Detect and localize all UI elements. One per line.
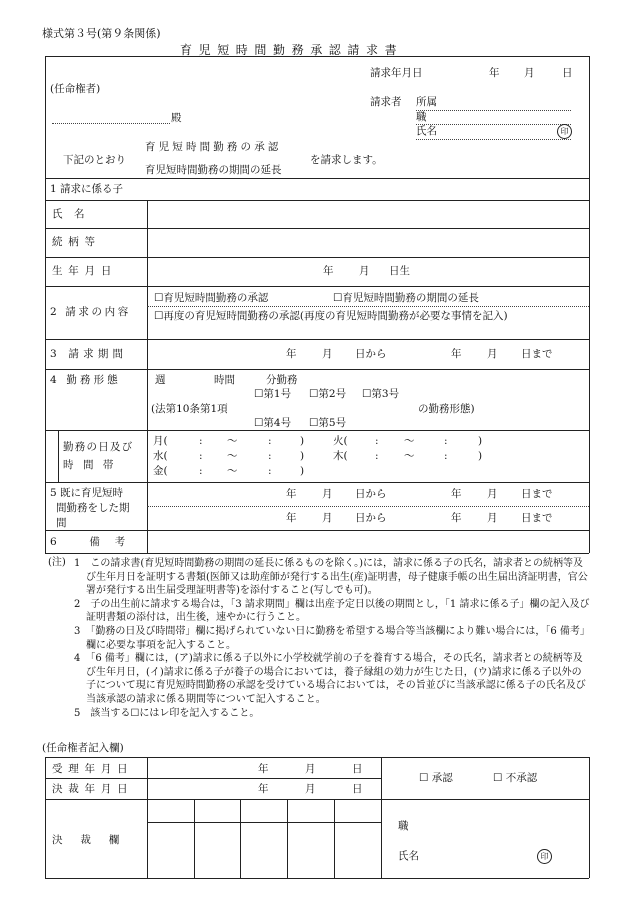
work-days-label: 勤務の日及び <box>63 441 134 453</box>
decision-stamp-box-3[interactable] <box>242 824 286 877</box>
child-name-label: 氏名 <box>52 208 97 220</box>
child-section-heading: 1 請求に係る子 <box>50 183 124 195</box>
request-period-label: 3 請求期間 <box>50 348 128 360</box>
position-label: 職 <box>416 111 427 123</box>
note-4: 「6 備考」欄には，(ア)請求に係る子以外に小学校就学前の子を養育する場合，その氏名，請求者との続柄等及び生年月日，(イ)請求に係る子が養子の場合においては，養子縁組の効力が生じた日，(ウ)請求に係る子以外の子について現に育児短時間勤務の承認を受けている場合においては，その旨並びに当該承認に係る子の氏名及び当該承認の請求に係る期間等について記入すること。 <box>86 653 586 705</box>
option-approve-label: 育児短時間勤務の承認 <box>145 141 282 153</box>
relation-label: 続柄等 <box>52 236 101 248</box>
time-slot-label: 時間帯 <box>63 459 123 471</box>
addressee-line <box>52 123 170 124</box>
notes-lead: (注) <box>48 557 66 568</box>
previous-period-label-3: 間 <box>56 517 67 529</box>
approve-result-checkbox[interactable]: ☐ 承認 <box>419 772 453 784</box>
decision-stamp-box-5[interactable] <box>336 824 380 877</box>
option-extend-label: 育児短時間勤務の期間の延長 <box>145 164 282 176</box>
request-date-label: 請求年月日 <box>370 67 423 79</box>
received-date-label: 受理年月日 <box>52 763 134 775</box>
child-name-field[interactable] <box>150 201 588 227</box>
appointer-label: (任命権者) <box>50 83 101 95</box>
previous-period-label-2: 間勤務をした期 <box>56 502 130 514</box>
request-content-label: 2 請求の内容 <box>50 306 131 318</box>
work-pattern-label: 4 勤務形態 <box>50 374 121 386</box>
extend-checkbox[interactable]: ☐育児短時間勤務の期間の延長 <box>333 292 479 304</box>
form-number: 様式第３号(第９条関係) <box>42 27 161 40</box>
approve-checkbox[interactable]: ☐育児短時間勤務の承認 <box>154 292 269 304</box>
period-from: 日から <box>355 348 387 360</box>
name-label: 氏名 <box>416 125 437 137</box>
relation-field[interactable] <box>150 229 588 256</box>
name-field[interactable] <box>416 139 571 140</box>
decision-stamp-box-2[interactable] <box>196 824 240 877</box>
addressee-suffix: 殿 <box>171 112 182 124</box>
previous-period-label-1: 5 既に育児短時 <box>50 487 124 499</box>
remarks-label: 6 備考 <box>50 536 140 548</box>
office-name-label: 氏名 <box>398 850 419 862</box>
request-suffix: を請求します。 <box>310 154 383 166</box>
reject-result-checkbox[interactable]: ☐ 不承認 <box>493 772 538 784</box>
decision-date-label: 決裁年月日 <box>52 783 134 795</box>
form-suffix: の勤務形態) <box>418 403 475 415</box>
office-position-label: 職 <box>398 820 409 832</box>
period-to: 日まで <box>521 348 553 360</box>
decision-column-label: 決裁欄 <box>52 834 138 846</box>
note-3: 「勤務の日及び時間帯」欄に掲げられていない日に勤務を希望する場合等当該欄により難い場合には，「6 備考」欄に必要な事項を記入すること。 <box>86 625 590 651</box>
affiliation-field[interactable] <box>416 110 571 111</box>
office-seal-icon: 印 <box>537 849 552 864</box>
form-title: 育児短時間勤務承認請求書 <box>180 43 404 57</box>
decision-stamp-box-1[interactable] <box>150 824 194 877</box>
form1-checkbox[interactable]: ☐第1号 <box>254 388 292 400</box>
office-heading: (任命権者記入欄) <box>42 742 124 754</box>
following-text: 下記のとおり <box>63 154 126 166</box>
birth-date-label: 生年月日 <box>52 265 118 277</box>
form4-checkbox[interactable]: ☐第4号 <box>254 417 292 429</box>
form5-checkbox[interactable]: ☐第5号 <box>309 417 347 429</box>
note-2: 子の出生前に請求する場合は，「3 請求期間」欄は出産予定日以後の期間とし，「1 請求に係る子」欄の記入及び証明書類の添付は，出生後，速やかに行うこと。 <box>86 598 590 624</box>
form2-checkbox[interactable]: ☐第2号 <box>309 388 347 400</box>
seal-icon: 印 <box>557 124 572 139</box>
position-field[interactable] <box>416 124 571 125</box>
affiliation-label: 所属 <box>416 96 437 108</box>
note-1: この請求書(育児短時間勤務の期間の延長に係るものを除く。)には，請求に係る子の氏名，請求者との続柄等及び生年月日を証明する書類(医師又は助産師が発行する出生(産)証明書，母子健康手帳の出生届出済証明書，官公署が発行する出生届受理証明書等)を添付すること(写しでも可)。 <box>86 558 588 597</box>
law-reference: (法第10条第1項 <box>151 403 228 415</box>
reapproval-checkbox[interactable]: ☐再度の育児短時間勤務の承認(再度の育児短時間勤務が必要な事情を記入) <box>154 310 508 322</box>
remarks-field[interactable] <box>150 532 588 552</box>
form3-checkbox[interactable]: ☐第3号 <box>362 388 400 400</box>
note-5: 該当する☐にはレ印を記入すること。 <box>90 707 260 719</box>
requester-label: 請求者 <box>370 96 402 108</box>
decision-stamp-box-4[interactable] <box>289 824 333 877</box>
